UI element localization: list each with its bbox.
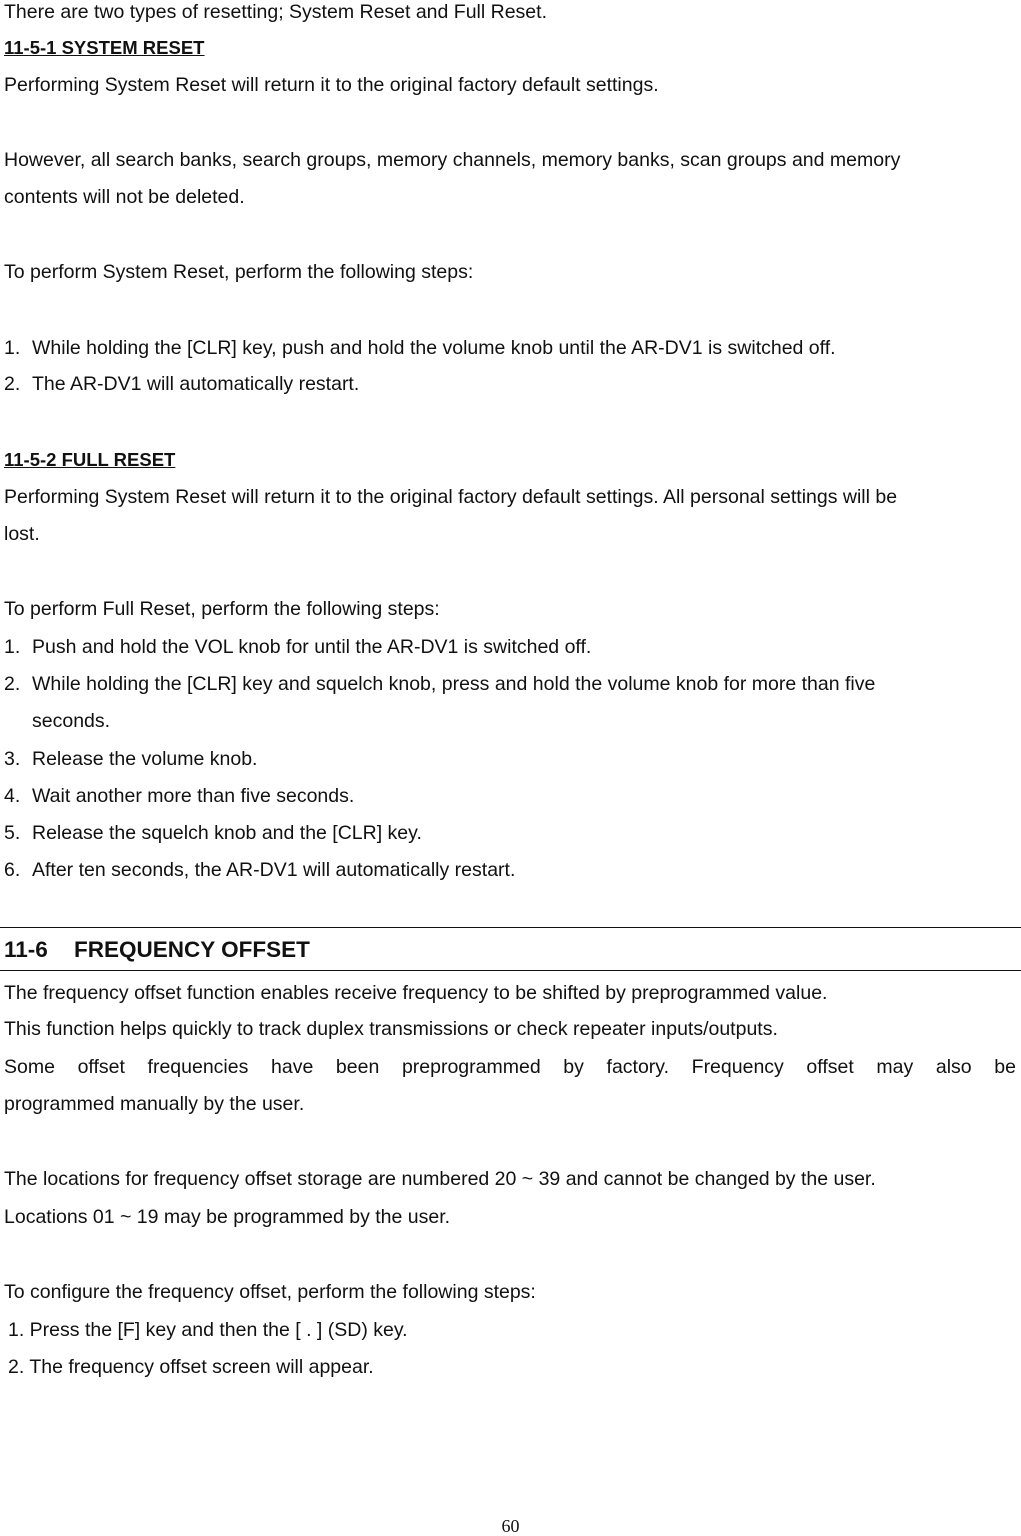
section-rule-top	[0, 927, 1021, 928]
section-rule-bottom	[0, 970, 1021, 971]
step-text: While holding the [CLR] key, push and hold the volume knob until the AR-DV1 is switched off.	[32, 337, 836, 359]
word: may	[876, 1056, 914, 1078]
section-number: 11-6	[4, 937, 48, 962]
full-reset-step	[4, 858, 515, 882]
word: offset	[77, 1056, 125, 1078]
step-text: Push and hold the VOL knob for until the AR-DV1 is switched off.	[32, 636, 592, 658]
offset-desc-line1: The frequency offset function enables receive frequency to be shifted by preprogrammed value.	[4, 982, 828, 1004]
step-text: After ten seconds, the AR-DV1 will automatically restart.	[32, 859, 516, 881]
offset-desc-line4: programmed manually by the user.	[4, 1093, 305, 1115]
offset-steps-intro: To configure the frequency offset, perform the following steps:	[4, 1281, 536, 1303]
step-text: seconds.	[32, 710, 111, 732]
step-number: 2.	[4, 373, 21, 395]
full-reset-heading: 11-5-2 FULL RESET	[4, 449, 176, 470]
system-reset-step	[4, 372, 359, 396]
word: by	[563, 1056, 584, 1078]
word: been	[335, 1056, 380, 1078]
word: Some	[4, 1056, 55, 1078]
offset-storage-line1: The locations for frequency offset storage are numbered 20 ~ 39 and cannot be changed by the user.	[4, 1168, 876, 1190]
full-reset-intro: To perform Full Reset, perform the following steps:	[4, 598, 440, 620]
word: factory.	[606, 1056, 670, 1078]
section-title: FREQUENCY OFFSET	[74, 937, 310, 962]
system-reset-note-line1: However, all search banks, search groups, memory channels, memory banks, scan groups and memory	[4, 149, 901, 171]
word: have	[271, 1056, 314, 1078]
word: offset	[806, 1056, 854, 1078]
full-reset-step-continuation	[4, 709, 110, 733]
step-text: Release the squelch knob and the [CLR] key.	[32, 822, 422, 844]
word: also	[935, 1056, 972, 1078]
word: Frequency	[691, 1056, 784, 1078]
page-number: 60	[501, 1516, 520, 1536]
system-reset-step	[4, 336, 836, 360]
step-number: 2.	[4, 673, 21, 695]
full-reset-desc-line2: lost.	[4, 523, 40, 545]
offset-step: 1. Press the [F] key and then the [ . ] (SD) key.	[8, 1319, 408, 1341]
step-text: While holding the [CLR] key and squelch knob, press and hold the volume knob for more than five	[32, 673, 876, 695]
full-reset-step	[4, 821, 422, 845]
offset-desc-line2: This function helps quickly to track duplex transmissions or check repeater inputs/outputs.	[4, 1018, 778, 1040]
step-number: 5.	[4, 822, 21, 844]
step-number: 6.	[4, 859, 21, 881]
full-reset-step	[4, 672, 875, 696]
offset-storage-line2: Locations 01 ~ 19 may be programmed by the user.	[4, 1206, 451, 1228]
word: frequencies	[147, 1056, 249, 1078]
full-reset-step	[4, 747, 257, 771]
system-reset-desc: Performing System Reset will return it to the original factory default settings.	[4, 74, 659, 96]
intro-text: There are two types of resetting; System Reset and Full Reset.	[4, 1, 547, 23]
step-text: The AR-DV1 will automatically restart.	[32, 373, 360, 395]
step-number: 4.	[4, 785, 21, 807]
offset-step: 2. The frequency offset screen will appear.	[8, 1356, 374, 1378]
full-reset-step	[4, 635, 591, 659]
frequency-offset-heading	[4, 936, 310, 964]
system-reset-heading: 11-5-1 SYSTEM RESET	[4, 37, 205, 58]
step-number: 1.	[4, 337, 21, 359]
step-text: Release the volume knob.	[32, 748, 258, 770]
full-reset-desc-line1: Performing System Reset will return it to the original factory default settings. All personal settings will be	[4, 486, 898, 508]
word: preprogrammed	[401, 1056, 541, 1078]
full-reset-step	[4, 784, 354, 808]
step-number: 3.	[4, 748, 21, 770]
step-number: 1.	[4, 636, 21, 658]
step-text: Wait another more than five seconds.	[32, 785, 355, 807]
system-reset-intro: To perform System Reset, perform the following steps:	[4, 261, 474, 283]
offset-desc-line3	[4, 1055, 1016, 1079]
system-reset-note-line2: contents will not be deleted.	[4, 186, 245, 208]
word: be	[994, 1056, 1016, 1078]
